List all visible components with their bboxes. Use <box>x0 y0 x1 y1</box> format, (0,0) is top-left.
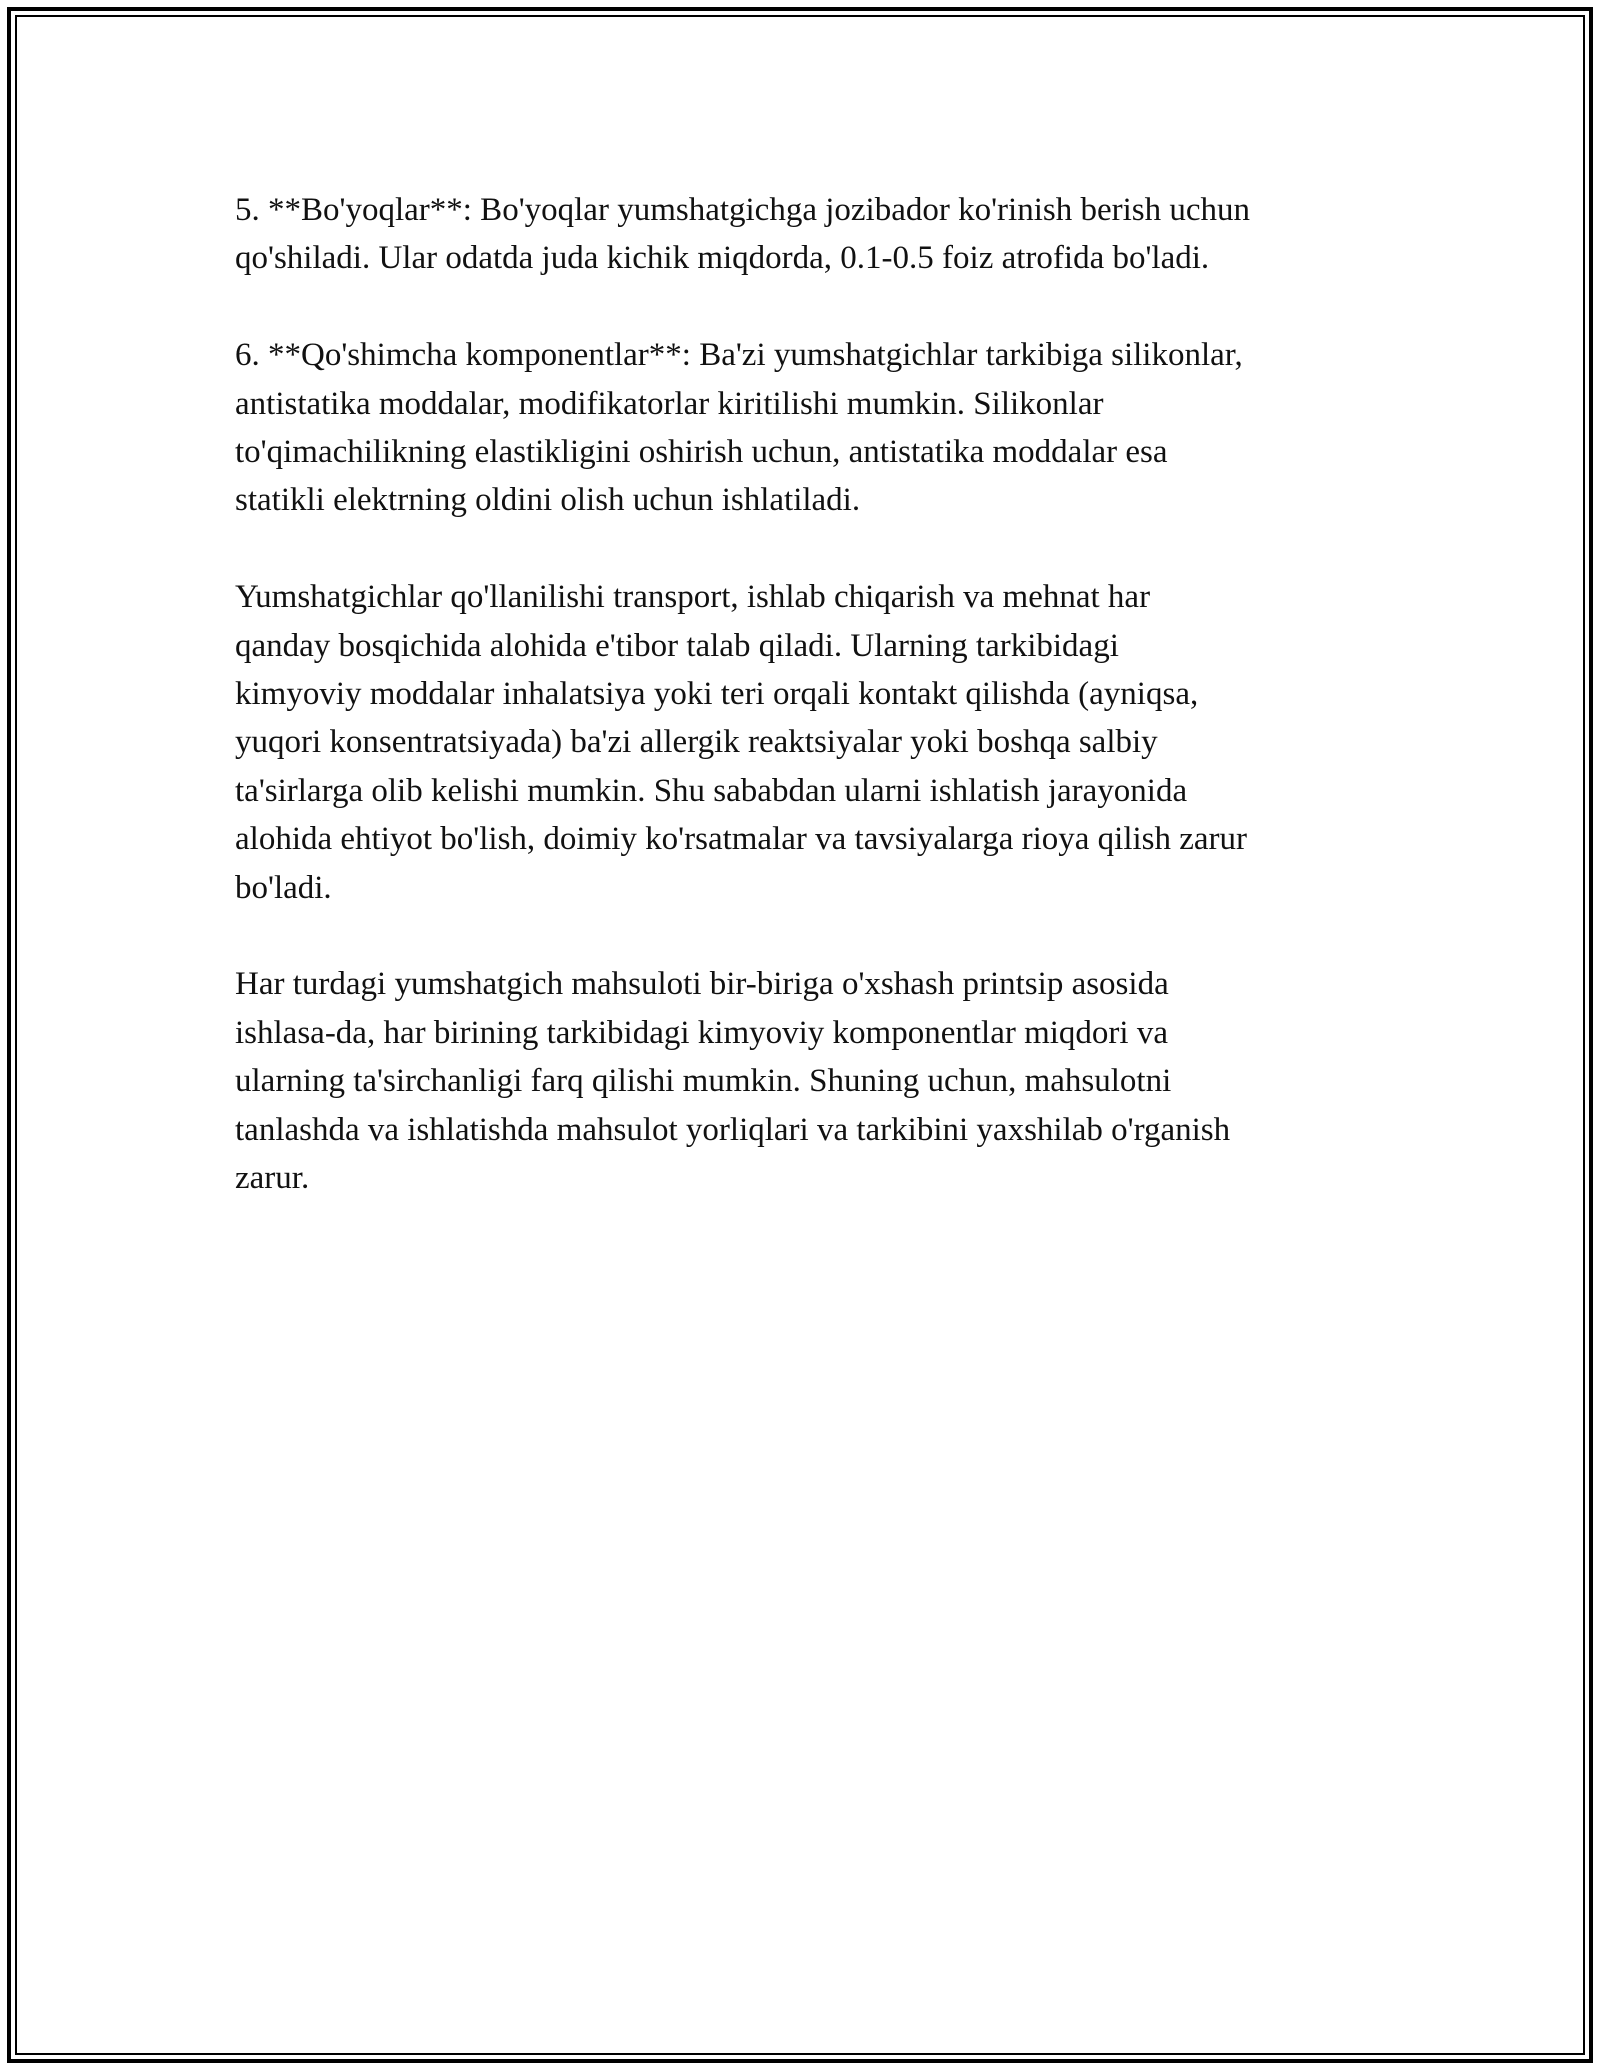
paragraph-safety-usage: Yumshatgichlar qo'llanilishi transport, ishlab chiqarish va mehnat har qanday bosqichida alohida e'tibor talab qiladi. Ularning tarkibidagi kimyoviy moddalar inhalatsiya yoki teri orqali kontakt qilishda (ayniqsa, yuqori konsentratsiyada) ba'zi allergik reaktsiyalar yoki boshqa salbiy ta'sirlarga olib kelishi mumkin. Shu sababdan ularni ishlatish jarayonida alohida ehtiyot bo'lish, doimiy ko'rsatmalar va tavsiyalarga rioya qilish zarur bo'ladi. <box>235 579 1248 906</box>
paragraph-additional-components: 6. **Qo'shimcha komponentlar**: Ba'zi yumshatgichlar tarkibiga silikonlar, antistatika moddalar, modifikatorlar kiritilishi mumkin. Silikonlar to'qimachilikning elastikligini oshirish uchun, antistatika moddalar esa statikli elektrning oldini olish uchun ishlatiladi. <box>235 337 1243 519</box>
paragraph-dyes: 5. **Bo'yoqlar**: Bo'yoqlar yumshatgichga jozibador ko'rinish berish uchun qo'shiladi. Ular odatda juda kichik miqdorda, 0.1-0.5 foiz atrofida bo'ladi. <box>235 192 1251 277</box>
paragraph-product-selection: Har turdagi yumshatgich mahsuloti bir-biriga o'xshash printsip asosida ishlasa-da, har birining tarkibidagi kimyoviy komponentlar miqdori va ularning ta'sirchanligi farq qilishi mumkin. Shuning uchun, mahsulotni tanlashda va ishlatishda mahsulot yorliqlari va tarkibini yaxshilab o'rganish zarur. <box>235 966 1231 1197</box>
document-body <box>235 186 1375 1251</box>
